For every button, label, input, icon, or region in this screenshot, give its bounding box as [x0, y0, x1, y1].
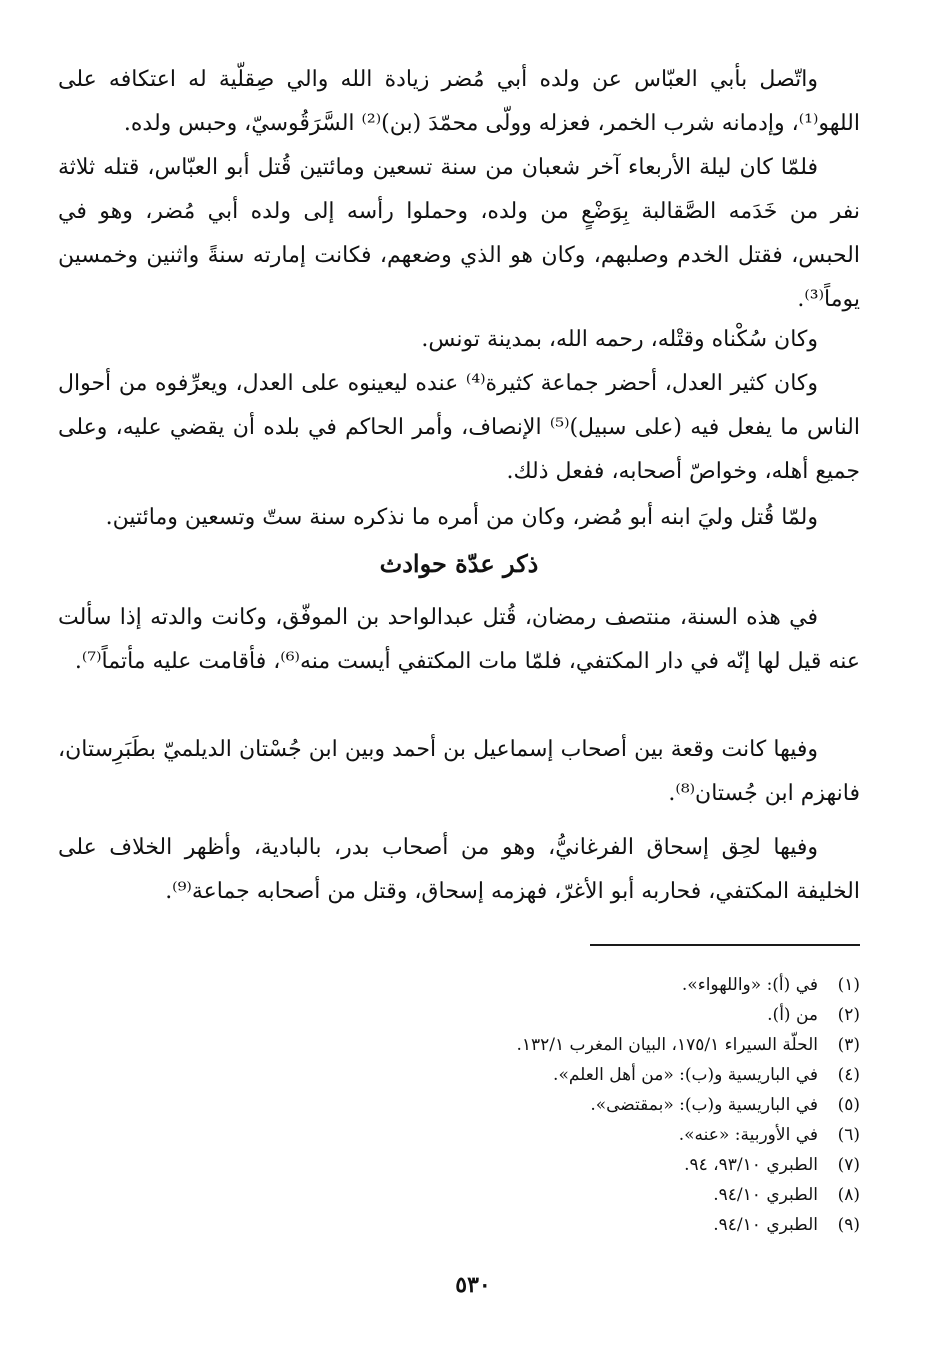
footnote-number: (٧) — [837, 1155, 860, 1175]
footnote-item — [160, 1180, 860, 1210]
paragraph-justice: وكان كثير العدل، أحضر جماعة كثيرة⁽⁴⁾ عنده ليعينوه على العدل، ويعرِّفوه من أحوال الناس ما يفعل فيه (على سبيل)⁽⁵⁾ الإنصاف، وأمر الحاكم في بلده أن يقضي عليه، وعلى جميع أهله، وخواصّ أصحابه، ففعل ذلك. — [58, 371, 860, 484]
footnote-item — [160, 1030, 860, 1060]
footnote-number: (٩) — [837, 1215, 860, 1235]
footnote-number: (٨) — [837, 1185, 860, 1205]
paragraph-residence-tunis: وكان سُكْناه وقتْله، رحمه الله، بمدينة تونس. — [421, 327, 818, 352]
footnote-number: (٣) — [837, 1035, 860, 1055]
footnote-text: في (أ): «واللهواء». — [681, 975, 818, 995]
page-number: ٥٣٠ — [455, 1272, 491, 1298]
footnote-text: الحلّة السيراء ١٧٥/١، البيان المغرب ١٣٢/١. — [516, 1035, 818, 1055]
footnote-number: (٥) — [837, 1095, 860, 1115]
section-heading: ذكر عدّة حوادث — [379, 549, 539, 578]
footnote-text: الطبري ٩٣/١٠، ٩٤. — [684, 1155, 818, 1175]
footnotes-list — [160, 970, 860, 1240]
footnote-text: في الباريسية و(ب): «من أهل العلم». — [553, 1065, 818, 1085]
footnote-item — [160, 1150, 860, 1180]
footnote-separator — [590, 944, 860, 946]
footnote-item — [160, 1120, 860, 1150]
footnote-number: (٢) — [837, 1005, 860, 1025]
footnote-text: في الأوربية: «عنه». — [678, 1125, 818, 1145]
paragraph-farghani: وفيها لحِق إسحاق الفرغانيُّ، وهو من أصحاب بدر، بالبادية، وأظهر الخلاف على الخليفة المكتفي، فحاربه أبو الأغرّ، فهزمه إسحاق، وقتل من أصحابه جماعة⁽⁹⁾. — [58, 835, 860, 904]
footnote-text: الطبري ٩٤/١٠. — [713, 1185, 818, 1205]
footnote-item — [160, 1000, 860, 1030]
paragraph-abdulwahid: في هذه السنة، منتصف رمضان، قُتل عبدالواحد بن الموفّق، وكانت والدته إذا سألت عنه قيل لها إنّه في دار المكتفي، فلمّا مات المكتفي أيست منه⁽⁶⁾، فأقامت عليه مأتماً⁽⁷⁾. — [58, 605, 860, 674]
paragraph-tabaristan: وفيها كانت وقعة بين أصحاب إسماعيل بن أحمد وبين ابن جُسْتان الديلميّ بطَبَرِستان، فانهزم ابن جُستان⁽⁸⁾. — [58, 737, 860, 806]
footnote-item — [160, 1210, 860, 1240]
footnote-item — [160, 970, 860, 1000]
footnote-text: في الباريسية و(ب): «بمقتضى». — [590, 1095, 818, 1115]
footnote-text: من (أ). — [767, 1005, 818, 1025]
paragraph-abbas-son: واتّصل بأبي العبّاس عن ولده أبي مُضر زيادة الله والي صِقلّية له اعتكافه على اللهو⁽¹⁾، وإدمانه شرب الخمر، فعزله وولّى محمّدَ (بن)⁽²⁾ السَّرَقُوسيّ، وحبس ولده. — [58, 67, 860, 136]
footnote-item — [160, 1060, 860, 1090]
footnote-number: (٦) — [837, 1125, 860, 1145]
footnote-text: الطبري ٩٤/١٠. — [713, 1215, 818, 1235]
paragraph-succession: ولمّا قُتل وليَ ابنه أبو مُضر، وكان من أمره ما نذكره سنة ستّ وتسعين ومائتين. — [105, 505, 818, 530]
footnote-item — [160, 1090, 860, 1120]
footnote-number: (٤) — [837, 1065, 860, 1085]
paragraph-abbas-killed: فلمّا كان ليلة الأربعاء آخر شعبان من سنة تسعين ومائتين قُتل أبو العبّاس، قتله ثلاثة نفر من خَدَمه الصَّقالبة بِوَضْعٍ من ولده، وحملوا رأسه إلى ولده أبي مُضر، وهو في الحبس، فقتل الخدم وصلبهم، وكان هو الذي وضعهم، فكانت إمارته سنةً واثنين وخمسين يوماً⁽³⁾. — [58, 155, 860, 312]
footnote-number: (١) — [837, 975, 860, 995]
